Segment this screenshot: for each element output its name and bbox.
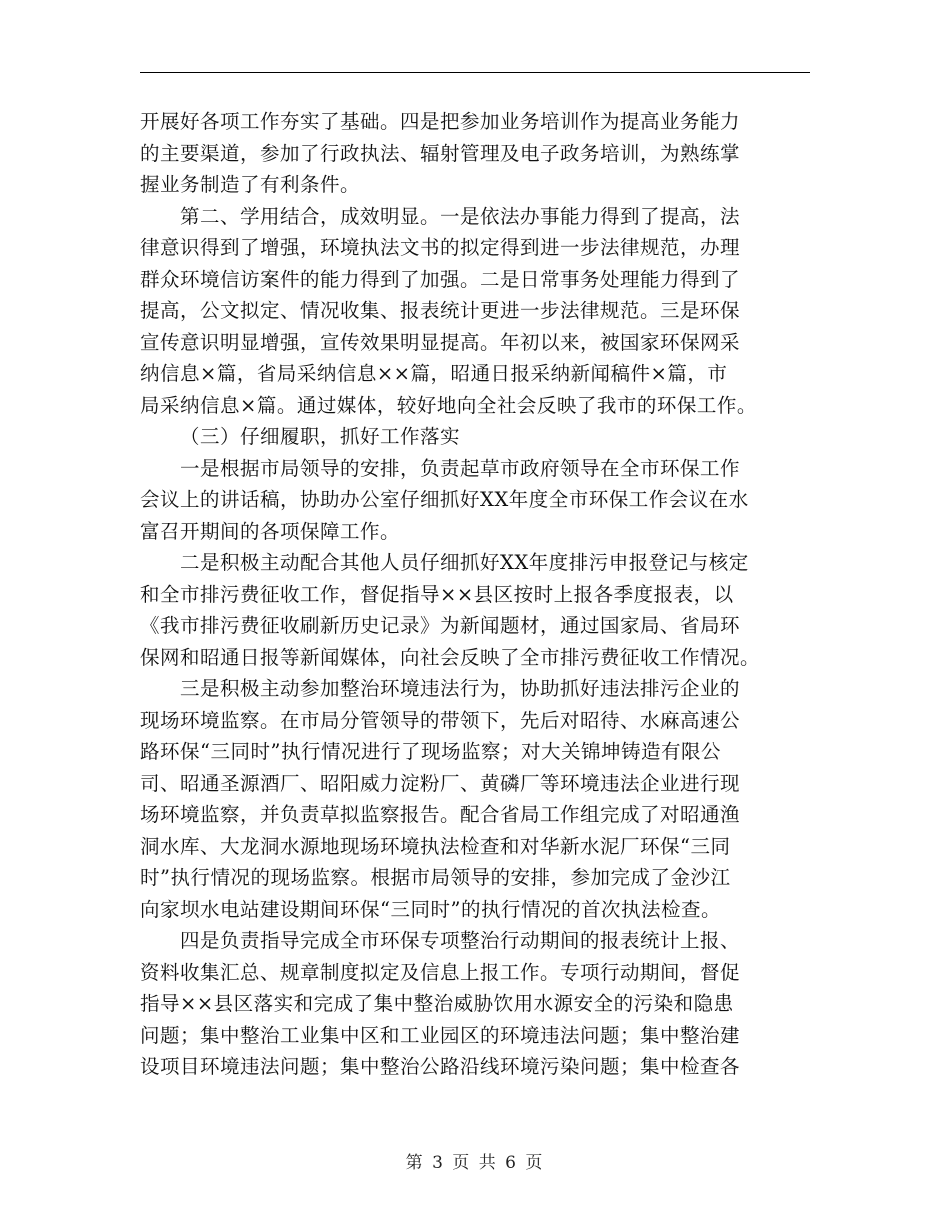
text-line: 司、昭通圣源酒厂、昭阳威力淀粉厂、黄磷厂等环境违法企业进行现 — [140, 771, 741, 795]
paragraph — [140, 201, 810, 422]
text-line: 握业务制造了有利条件。 — [140, 173, 361, 196]
text-line: 保网和昭通日报等新闻媒体，向社会反映了全市排污费征收工作情况。 — [140, 645, 761, 669]
text-line: （三）仔细履职，抓好工作落实 — [180, 425, 461, 448]
paragraph — [140, 925, 810, 1083]
paragraph — [140, 673, 810, 925]
paragraph — [140, 453, 810, 548]
text-line: 现场环境监察。在市局分管领导的带领下，先后对昭待、水麻高速公 — [140, 708, 741, 732]
text-line: 时”执行情况的现场监察。根据市局领导的安排，参加完成了金沙江 — [140, 866, 731, 889]
text-line: 第二、学用结合，成效明显。一是依法办事能力得到了提高，法 — [180, 204, 741, 228]
text-line: 路环保“三同时”执行情况进行了现场监察；对大关锦坤铸造有限公 — [140, 740, 721, 763]
text-line: 《我市排污费征收刷新历史记录》为新闻题材，通过国家局、省局环 — [140, 614, 741, 637]
text-line: 宣传意识明显增强，宣传效果明显提高。年初以来，被国家环保网采 — [140, 330, 741, 354]
text-line: 和全市排污费征收工作，督促指导××县区按时上报各季度报表，以 — [140, 582, 734, 606]
text-line: 群众环境信访案件的能力得到了加强。二是日常事务处理能力得到了 — [140, 267, 741, 291]
header-rule — [140, 72, 810, 73]
text-line: 会议上的讲话稿，协助办公室仔细抓好XX年度全市环保工作会议在水 — [140, 488, 749, 511]
text-line: 三是积极主动参加整治环境违法行为，协助抓好违法排污企业的 — [180, 677, 741, 700]
paragraph — [140, 547, 810, 673]
text-line: 富召开期间的各项保障工作。 — [140, 519, 401, 543]
text-line: 资料收集汇总、规章制度拟定及信息上报工作。专项行动期间，督促 — [140, 960, 741, 984]
text-line: 问题；集中整治工业集中区和工业园区的环境违法问题；集中整治建 — [140, 1023, 741, 1047]
text-line: 二是积极主动配合其他人员仔细抓好XX年度排污申报登记与核定 — [180, 551, 749, 574]
text-line: 场环境监察，并负责草拟监察报告。配合省局工作组完成了对昭通渔 — [140, 803, 741, 826]
text-line: 设项目环境违法问题；集中整治公路沿线环境污染问题；集中检查各 — [140, 1055, 741, 1078]
text-line: 的主要渠道，参加了行政执法、辐射管理及电子政务培训，为熟练掌 — [140, 141, 741, 165]
text-line: 局采纳信息×篇。通过媒体，较好地向全社会反映了我市的环保工作。 — [140, 393, 757, 417]
text-line: 提高，公文拟定、情况收集、报表统计更进一步法律规范。三是环保 — [140, 299, 741, 322]
document-body — [140, 106, 810, 1083]
section-heading — [140, 421, 810, 453]
text-line: 四是负责指导完成全市环保专项整治行动期间的报表统计上报、 — [180, 929, 741, 952]
page-number: 第 3 页 共 6 页 — [405, 1153, 545, 1173]
text-line: 开展好各项工作夯实了基础。四是把参加业务培训作为提高业务能力 — [140, 110, 741, 133]
text-line: 向家坝水电站建设期间环保“三同时”的执行情况的首次执法检查。 — [140, 897, 721, 921]
text-line: 纳信息×篇，省局采纳信息××篇，昭通日报采纳新闻稿件×篇，市 — [140, 362, 728, 385]
text-line: 一是根据市局领导的安排，负责起草市政府领导在全市环保工作 — [180, 456, 741, 480]
text-line: 洞水库、大龙洞水源地现场环境执法检查和对华新水泥厂环保“三同 — [140, 834, 731, 858]
text-line: 律意识得到了增强，环境执法文书的拟定得到进一步法律规范，办理 — [140, 236, 741, 259]
paragraph — [140, 106, 810, 201]
text-line: 指导××县区落实和完成了集中整治威胁饮用水源安全的污染和隐患 — [140, 992, 734, 1015]
